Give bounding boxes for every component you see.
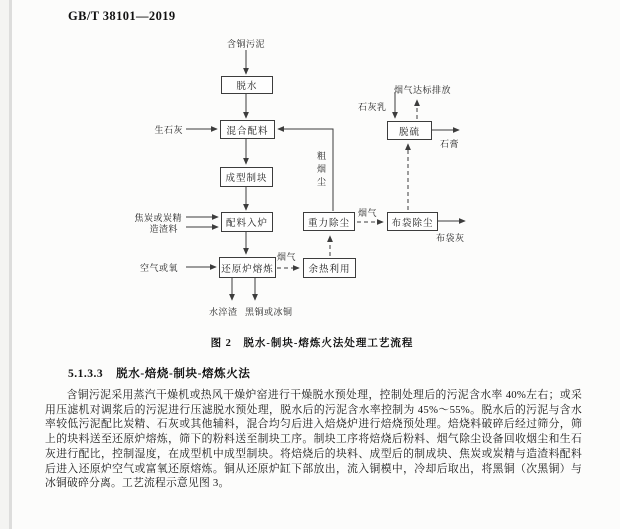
node-label: 重力除尘 [307, 218, 350, 229]
node-gravity-dedusting [303, 212, 355, 231]
label-quicklime: 生石灰 [154, 125, 183, 135]
node-waste-heat-use [303, 258, 356, 278]
node-furnace-charging [221, 212, 273, 232]
label-flue-gas-discharge: 烟气达标排放 [394, 85, 452, 95]
label-coarse-dust: 粗烟尘 [316, 151, 326, 190]
label-flue-gas-smelter: 烟气 [277, 252, 297, 262]
section-heading [68, 365, 250, 381]
node-label: 脱硫 [398, 127, 420, 138]
node-label: 配料入炉 [225, 219, 268, 229]
node-label: 成型制块 [225, 174, 268, 184]
node-label: 布袋除尘 [391, 218, 434, 229]
label-flue-gas-gravity: 烟气 [358, 208, 378, 218]
label-bag-ash: 布袋灰 [436, 233, 465, 243]
node-reduction-smelting [219, 257, 276, 278]
node-label: 混合配料 [226, 126, 269, 137]
label-lime-milk: 石灰乳 [358, 102, 387, 112]
label-gypsum: 石膏 [440, 139, 460, 149]
node-block-forming [220, 167, 273, 187]
node-mixing [220, 120, 275, 139]
label-black-copper-matte: 黑铜或冰铜 [245, 307, 293, 317]
section-number: 5.1.3.3 [68, 368, 104, 380]
node-desulfurization [387, 121, 432, 140]
node-label: 还原炉熔炼 [221, 264, 274, 275]
standard-number-header: GB/T 38101—2019 [68, 9, 176, 23]
label-water-quenched-slag: 水淬渣 [209, 307, 238, 317]
node-bag-dedusting [387, 212, 438, 231]
figure-caption: 图 2 脱水-制块-熔炼火法处理工艺流程 [210, 338, 414, 349]
body-paragraph: 含铜污泥采用蒸汽干燥机或热风干燥炉窑进行干燥脱水预处理，控制处理后的污泥含水率 40%左右；或采用压滤机对调浆后的污泥进行压滤脱水预处理，脱水后的污泥含水率控制为 45%～55%。脱水后的污泥与含水率较低污泥配比炭精、石灰或其他辅料，混合均匀后进入焙烧炉进行焙烧预处理。焙烧料破碎后经过筛分，筛上的块料送至还原炉熔炼，筛下的粉料送至制块工序。制块工序将焙烧后粉料、烟气除尘设备回收烟尘和生石灰进行配比，控制湿度，在成型机中成型制块。将焙烧后的块料、成型后的制成块、焦炭或炭精与造渣料配料后进入还原炉空气或富氧还原熔炼。铜从还原炉缸下部放出，流入铜模中，冷却后取出，将黑铜（次黑铜）与冰铜破碎分离。工艺流程示意见图 3。 [45, 389, 582, 490]
section-title: 脱水-焙烧-制块-熔炼火法 [116, 368, 251, 380]
label-slagging-material: 造渣料 [149, 224, 178, 234]
node-dewatering [221, 76, 273, 94]
node-label: 余热利用 [308, 265, 351, 275]
label-coke-or-carbon: 焦炭或炭精 [134, 213, 182, 223]
label-copper-sludge-input: 含铜污泥 [226, 39, 265, 49]
label-air-or-oxygen: 空气或氧 [140, 263, 179, 273]
node-label: 脱水 [236, 82, 258, 92]
